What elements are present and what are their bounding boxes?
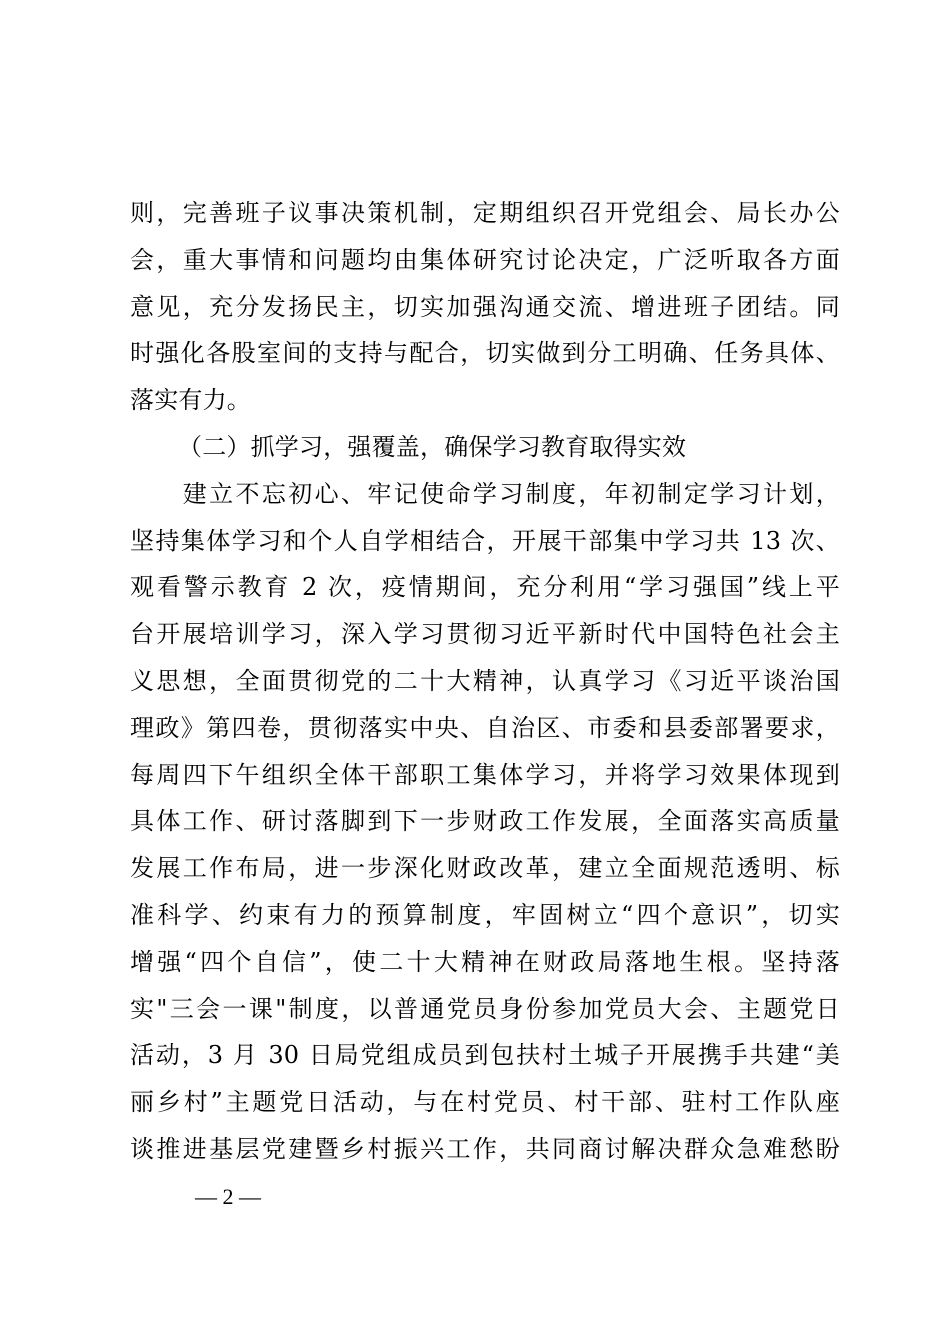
body-text	[130, 190, 840, 1173]
text-line: 活动，3 月 30 日局党组成员到包扶村土城子开展携手共建“美	[130, 1041, 840, 1070]
text-line: 每周四下午组织全体干部职工集体学习，并将学习效果体现到	[130, 760, 840, 789]
text-line: 会，重大事情和问题均由集体研究讨论决定，广泛听取各方面	[130, 245, 840, 274]
text-line: 谈推进基层党建暨乡村振兴工作，共同商讨解决群众急难愁盼	[130, 1134, 840, 1163]
text-line: 丽乡村”主题党日活动，与在村党员、村干部、驻村工作队座	[130, 1088, 840, 1117]
text-line: 台开展培训学习，深入学习贯彻习近平新时代中国特色社会主	[130, 620, 840, 649]
paragraph-study	[130, 471, 840, 1173]
text-line: 实"三会一课"制度，以普通党员身份参加党员大会、主题党日	[130, 994, 840, 1023]
text-line: 建立不忘初心、牢记使命学习制度，年初制定学习计划，	[130, 479, 840, 508]
text-line: 落实有力。	[130, 386, 251, 415]
text-line: 发展工作布局，进一步深化财政改革，建立全面规范透明、标	[130, 854, 840, 883]
text-line: 观看警示教育 2 次，疫情期间，充分利用“学习强国”线上平	[130, 573, 840, 602]
section-heading: （二）抓学习，强覆盖，确保学习教育取得实效	[178, 432, 687, 461]
text-line: 时强化各股室间的支持与配合，切实做到分工明确、任务具体、	[130, 339, 840, 368]
text-line: 则，完善班子议事决策机制，定期组织召开党组会、局长办公	[130, 199, 840, 227]
text-line: 准科学、约束有力的预算制度，牢固树立“四个意识”，切实	[130, 900, 840, 929]
text-line: 增强“四个自信”，使二十大精神在财政局落地生根。坚持落	[130, 947, 840, 976]
text-line: 理政》第四卷，贯彻落实中央、自治区、市委和县委部署要求，	[130, 713, 840, 742]
paragraph-continuation	[130, 190, 840, 424]
page-number: — 2 —	[195, 1184, 261, 1209]
text-line: 坚持集体学习和个人自学相结合，开展干部集中学习共 13 次、	[130, 526, 840, 555]
text-line: 意见，充分发扬民主，切实加强沟通交流、增进班子团结。同	[130, 292, 840, 321]
text-line: 义思想，全面贯彻党的二十大精神，认真学习《习近平谈治国	[130, 666, 840, 695]
text-line: 具体工作、研讨落脚到下一步财政工作发展，全面落实高质量	[130, 807, 840, 836]
